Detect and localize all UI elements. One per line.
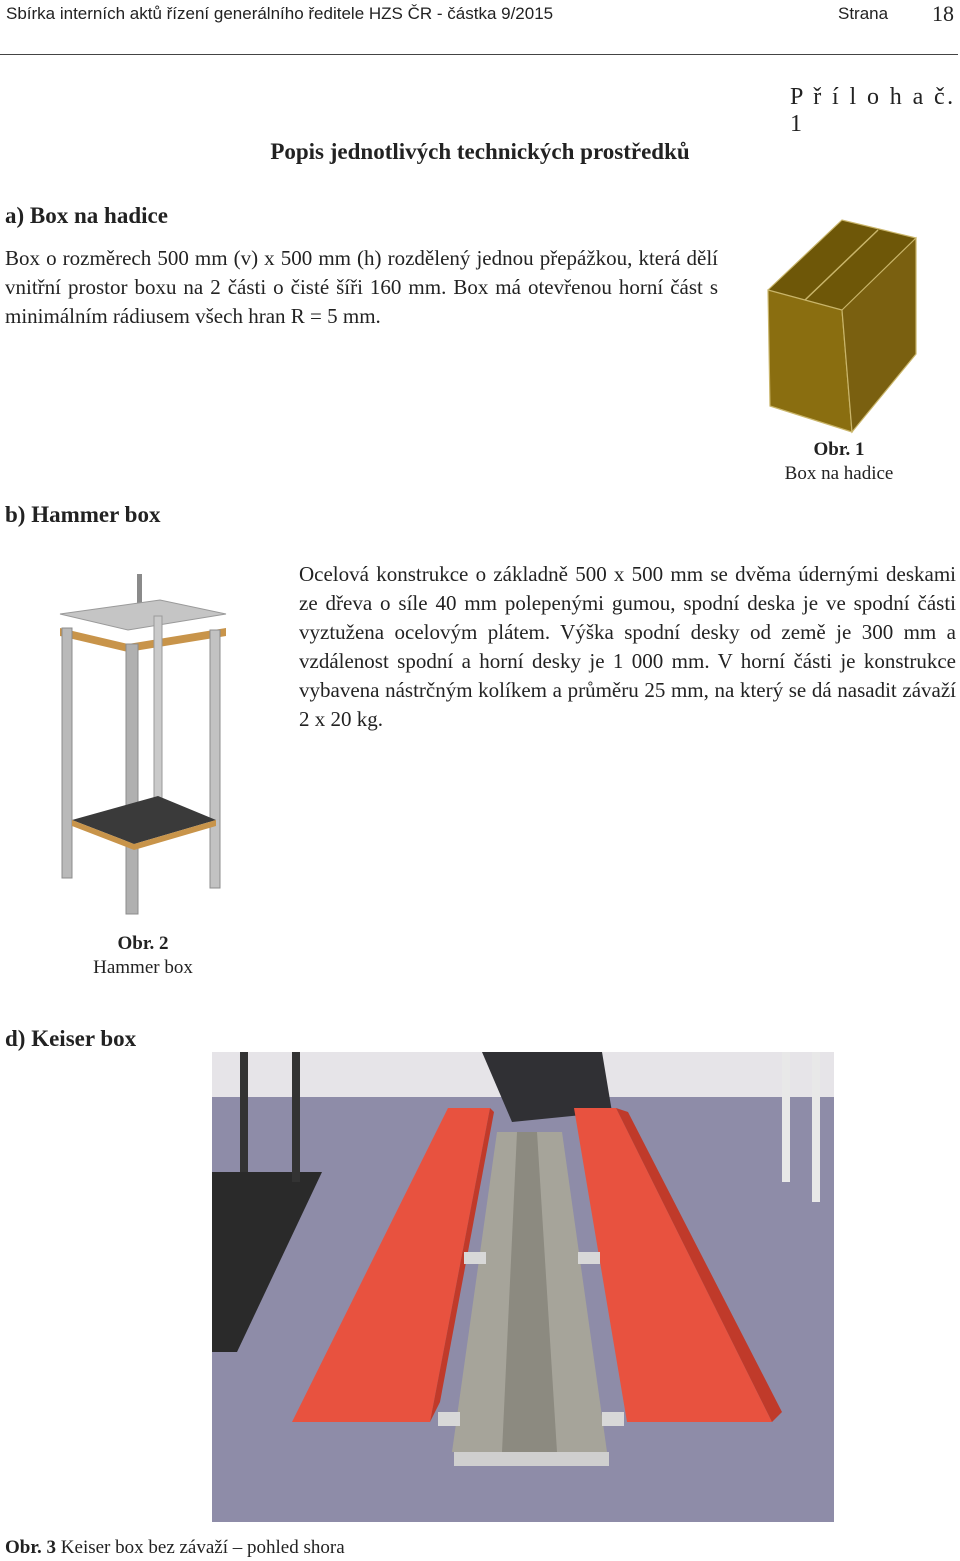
top-board-wood [60,628,226,652]
rack-post-right-2 [812,1052,820,1202]
support-block-4 [578,1252,600,1264]
leg-back-right [210,630,220,888]
hammer-box-figure [48,570,238,915]
section-b-heading: b) Hammer box [5,502,161,527]
bottom-board [72,796,216,844]
figure-1-label: Obr. 1 [813,439,865,460]
rack-post-right-1 [782,1052,790,1182]
figure-1-caption [760,438,918,486]
leg-front-right [126,644,138,914]
support-block-3 [464,1252,486,1264]
header-page-number: 18 [932,1,954,26]
support-block-1 [438,1412,460,1426]
box-front-face [768,290,852,432]
rack-post-left-2 [292,1052,300,1182]
channel-base [454,1452,609,1466]
leg-back-left [154,616,162,824]
header-title: Sbírka interních aktů řízení generálního ředitele HZS ČR - částka 9/2015 [6,4,554,23]
appendix-label: P ř í l o h a č. 1 [790,84,956,137]
hose-box-figure [760,214,920,438]
figure-2-label: Obr. 2 [117,933,169,954]
section-b-paragraph: Ocelová konstrukce o základně 500 x 500 mm se dvěma údernými deskami ze dřeva o síle 40 mm polepenými gumou, spodní deska je ve spodní části vyztužena ocelovým plátem. Výška spodní desky od země je 300 mm a vzdálenost spodní a horní desky je 1 000 mm. V horní části je konstrukce vybavena nástrčným kolíkem a průměru 25 mm, na který se dá nasadit závaží 2 x 20 kg. [299,562,956,731]
keiser-box-photo [212,1052,834,1522]
header-divider [0,54,958,55]
figure-3-caption [5,1537,345,1559]
page-title: Popis jednotlivých technických prostředků [270,139,690,164]
figure-2-caption [60,932,226,980]
figure-3-label: Obr. 3 [5,1537,57,1558]
support-block-2 [602,1412,624,1426]
section-d-heading: d) Keiser box [5,1026,137,1051]
section-a-paragraph: Box o rozměrech 500 mm (v) x 500 mm (h) rozdělený jednou přepážkou, která dělí vnitřní prostor boxu na 2 části o čisté šíři 160 mm. Box má otevřenou horní část s minimálním rádiusem všech hran R = 5 mm. [5,246,718,328]
figure-2-text: Hammer box [93,957,193,978]
top-board-surface [60,600,226,630]
header-strana-label: Strana [838,4,889,23]
section-a-heading: a) Box na hadice [5,203,168,228]
leg-front-left [62,628,72,878]
figure-3-text: Keiser box bez závaží – pohled shora [60,1537,345,1558]
figure-1-text: Box na hadice [784,463,894,484]
rack-post-left-1 [240,1052,248,1172]
